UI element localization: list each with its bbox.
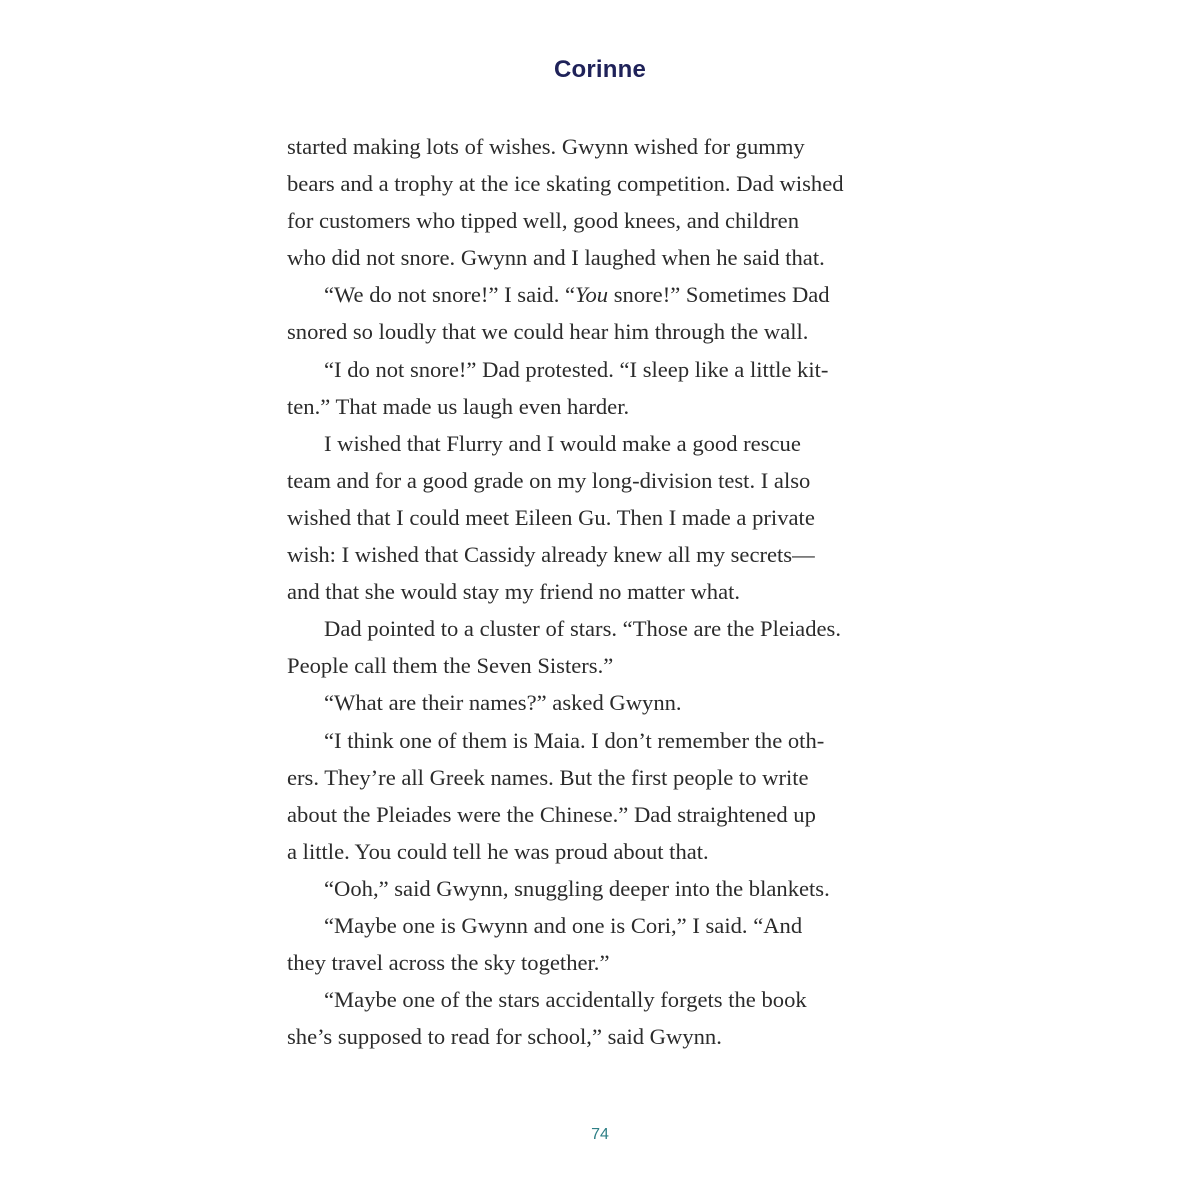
text-line: who did not snore. Gwynn and I laughed when he said that. [287, 245, 825, 271]
text-line: “I do not snore!” Dad protested. “I sleep like a little kit- [324, 356, 829, 382]
text-line: a little. You could tell he was proud about that. [287, 838, 709, 864]
text-line: Dad pointed to a cluster of stars. “Those are the Pleiades. [324, 616, 841, 642]
text-line: People call them the Seven Sisters.” [287, 653, 614, 679]
page-number: 74 [591, 1126, 609, 1143]
text-line: team and for a good grade on my long-division test. I also [287, 467, 811, 493]
text-line: ers. They’re all Greek names. But the first people to write [287, 764, 809, 790]
text-line: she’s supposed to read for school,” said Gwynn. [287, 1024, 722, 1050]
text-line: wish: I wished that Cassidy already knew all my secrets— [287, 542, 815, 568]
text-line: bears and a trophy at the ice skating competition. Dad wished [287, 171, 844, 197]
text-line: “Maybe one is Gwynn and one is Cori,” I said. “And [324, 912, 803, 938]
text-line: I wished that Flurry and I would make a good rescue [324, 430, 801, 456]
body-text [287, 128, 927, 1055]
text-line: snored so loudly that we could hear him through the wall. [287, 319, 809, 345]
text-line: “Ooh,” said Gwynn, snuggling deeper into the blankets. [324, 875, 830, 901]
text-line: “We do not snore!” I said. “You snore!” Sometimes Dad [324, 282, 830, 308]
text-line: and that she would stay my friend no matter what. [287, 579, 741, 605]
text-line: started making lots of wishes. Gwynn wished for gummy [287, 134, 805, 159]
text-line: “What are their names?” asked Gwynn. [324, 690, 682, 716]
chapter-title: Corinne [553, 56, 647, 83]
text-line: ten.” That made us laugh even harder. [287, 393, 630, 419]
text-line: for customers who tipped well, good knees, and children [287, 208, 799, 234]
text-line: they travel across the sky together.” [287, 950, 610, 976]
text-line: about the Pleiades were the Chinese.” Dad straightened up [287, 801, 816, 827]
emphasis: You [575, 282, 609, 308]
text-line: “I think one of them is Maia. I don’t remember the oth- [324, 727, 825, 753]
text-line: wished that I could meet Eileen Gu. Then I made a private [287, 504, 815, 530]
text-line: “Maybe one of the stars accidentally forgets the book [324, 987, 807, 1013]
